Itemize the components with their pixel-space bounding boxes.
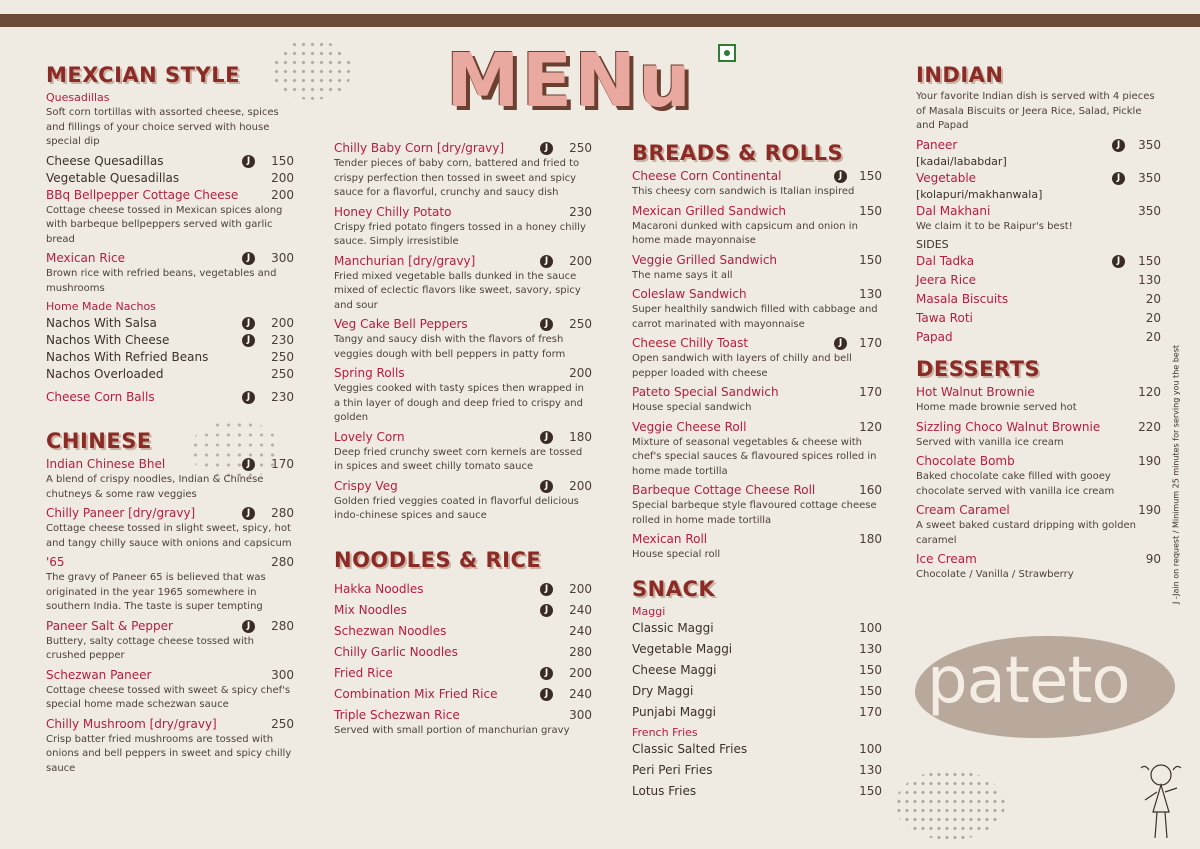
section-heading-mexican: MEXCIAN STYLE bbox=[46, 63, 240, 87]
menu-item: Vegetable J 350 bbox=[916, 170, 1161, 185]
menu-item: Dal Makhani 350 bbox=[916, 203, 1161, 218]
menu-item: Papad 20 bbox=[916, 330, 1161, 344]
menu-item: BBq Bellpepper Cottage Cheese 200 bbox=[46, 187, 294, 202]
brand-logo bbox=[915, 636, 1175, 738]
item-variant: [kolapuri/makhanwala] bbox=[916, 187, 1043, 201]
column-starters-noodles bbox=[334, 140, 592, 741]
item-desc: Special barbeque style flavoured cottage cheese rolled in home made tortilla bbox=[632, 500, 877, 526]
jain-icon: J bbox=[540, 667, 553, 680]
item-desc: Buttery, salty cottage cheese tossed with crushed pepper bbox=[46, 635, 255, 661]
menu-item: Indian Chinese Bhel J 170 bbox=[46, 457, 294, 471]
menu-item: Nachos With Refried Beans 250 bbox=[46, 350, 294, 364]
item-desc: This cheesy corn sandwich is Italian inspired bbox=[632, 186, 855, 197]
menu-item: Triple Schezwan Rice 300 bbox=[334, 707, 592, 722]
item-desc: Baked chocolate cake filled with gooey chocolate served with vanilla ice cream bbox=[916, 471, 1115, 497]
section-heading-noodles: NOODLES & RICE bbox=[334, 547, 542, 572]
column-indian-desserts bbox=[916, 62, 1161, 586]
item-desc: Tangy and saucy dish with the flavors of fresh veggies dough with bell peppers in patty form bbox=[334, 334, 566, 360]
top-bar bbox=[0, 14, 1200, 27]
jain-icon: J bbox=[834, 337, 847, 350]
menu-item: Masala Biscuits 20 bbox=[916, 292, 1161, 306]
menu-item: Spring Rolls 200 bbox=[334, 366, 592, 380]
menu-item: Cheese Maggi 150 bbox=[632, 662, 882, 677]
menu-item: Vegetable Maggi 130 bbox=[632, 641, 882, 656]
menu-item: Fried Rice J 200 bbox=[334, 665, 592, 680]
menu-item: Schezwan Paneer 300 bbox=[46, 667, 294, 682]
menu-item: Combination Mix Fried Rice J 240 bbox=[334, 686, 592, 701]
menu-item: Classic Maggi 100 bbox=[632, 620, 882, 635]
item-desc: Soft corn tortillas with assorted cheese, spices and fillings of your choice served with house special dip bbox=[46, 107, 279, 147]
jain-icon: J bbox=[242, 458, 255, 471]
item-desc: Home made brownie served hot bbox=[916, 402, 1077, 413]
item-desc: Super healthily sandwich filled with cabbage and carrot marinated with mayonnaise bbox=[632, 304, 878, 330]
jain-icon: J bbox=[1112, 172, 1125, 185]
jain-icon: J bbox=[242, 155, 255, 168]
jain-icon: J bbox=[242, 317, 255, 330]
jain-icon: J bbox=[540, 688, 553, 701]
ink-splatter bbox=[895, 770, 1005, 840]
item-desc: Crispy fried potato fingers tossed in a honey chilly sauce. Simply irresistible bbox=[334, 221, 586, 247]
item-desc: House special roll bbox=[632, 549, 721, 560]
menu-item: Chilly Paneer [dry/gravy] J 280 bbox=[46, 506, 294, 520]
item-desc: Brown rice with refried beans, vegetables and mushrooms bbox=[46, 268, 277, 294]
menu-item: Crispy Veg J 200 bbox=[334, 478, 592, 493]
subheading-fries: French Fries bbox=[632, 725, 698, 739]
jain-icon: J bbox=[540, 480, 553, 493]
item-desc: We claim it to be Raipur's best! bbox=[916, 220, 1073, 232]
item-desc: Crisp batter fried mushrooms are tossed with onions and bell peppers in sweet and spicy chilly sauce bbox=[46, 733, 292, 774]
column-breads-snack bbox=[632, 140, 882, 804]
subheading-sides: SIDES bbox=[916, 238, 949, 251]
item-desc: Macaroni dunked with capsicum and onion in home made mayonnaise bbox=[632, 220, 858, 246]
menu-item: Cheese Quesadillas J 150 bbox=[46, 153, 294, 168]
menu-item: Lovely Corn J 180 bbox=[334, 429, 592, 444]
menu-item: Chilly Baby Corn [dry/gravy] J 250 bbox=[334, 141, 592, 155]
jain-icon: J bbox=[1112, 139, 1125, 152]
menu-item: Pateto Special Sandwich 170 bbox=[632, 385, 882, 399]
jain-icon: J bbox=[540, 142, 553, 155]
item-desc: Deep fried crunchy sweet corn kernels are tossed in spices and sweet chilly tomato sauce bbox=[334, 446, 583, 472]
subheading-maggi: Maggi bbox=[632, 604, 666, 618]
menu-item: Paneer J 350 bbox=[916, 137, 1161, 152]
menu-item: Honey Chilly Potato 230 bbox=[334, 204, 592, 219]
column-mexican-chinese bbox=[46, 62, 294, 779]
menu-item: Paneer Salt & Pepper J 280 bbox=[46, 618, 294, 633]
menu-item: Cheese Corn Balls J 230 bbox=[46, 390, 294, 404]
menu-item: Mexican Roll 180 bbox=[632, 532, 882, 546]
menu-item: Chilly Mushroom [dry/gravy] 250 bbox=[46, 716, 294, 731]
menu-item: Hakka Noodles J 200 bbox=[334, 581, 592, 596]
item-desc: The name says it all bbox=[632, 269, 733, 281]
section-heading-desserts: DESSERTS bbox=[916, 357, 1041, 381]
menu-item: Chocolate Bomb 190 bbox=[916, 454, 1161, 468]
menu-item: Ice Cream 90 bbox=[916, 552, 1161, 566]
jain-icon: J bbox=[242, 620, 255, 633]
menu-item: Mexican Rice J 300 bbox=[46, 251, 294, 265]
menu-item: Cream Caramel 190 bbox=[916, 503, 1161, 517]
menu-item: Schezwan Noodles 240 bbox=[334, 623, 592, 638]
jain-icon: J bbox=[540, 255, 553, 268]
item-desc: The gravy of Paneer 65 is believed that was originated in the year 1965 somewhere in southern India. The taste is super tempting bbox=[46, 572, 266, 612]
item-desc: Fried mixed vegetable balls dunked in the sauce mixed of eclectic flavors like sweet, savory, spicy and sour bbox=[334, 270, 581, 311]
jain-icon: J bbox=[540, 604, 553, 617]
section-heading-snack: SNACK bbox=[632, 576, 716, 601]
subheading-nachos: Home Made Nachos bbox=[46, 300, 156, 313]
menu-item: Veggie Grilled Sandwich 150 bbox=[632, 252, 882, 267]
menu-item: Veg Cake Bell Peppers J 250 bbox=[334, 317, 592, 331]
item-desc: Served with small portion of manchurian gravy bbox=[334, 724, 570, 736]
menu-item: Chilly Garlic Noodles 280 bbox=[334, 644, 592, 659]
section-intro: Your favorite Indian dish is served with 4 pieces of Masala Biscuits or Jeera Rice, Salad, Pickle and Papad bbox=[916, 91, 1155, 131]
menu-item: Hot Walnut Brownie 120 bbox=[916, 385, 1161, 399]
menu-item: Nachos Overloaded 250 bbox=[46, 367, 294, 381]
menu-item: Lotus Fries 150 bbox=[632, 783, 882, 798]
menu-item: Peri Peri Fries 130 bbox=[632, 762, 882, 777]
jain-icon: J bbox=[540, 431, 553, 444]
item-desc: House special sandwich bbox=[632, 402, 752, 413]
item-desc: Golden fried veggies coated in flavorful delicious indo-chinese spices and sauce bbox=[334, 495, 579, 521]
menu-item: '65 280 bbox=[46, 555, 294, 569]
jain-icon: J bbox=[242, 252, 255, 265]
brand-name: pateto bbox=[927, 644, 1130, 718]
menu-item: Cheese Corn Continental J 150 bbox=[632, 169, 882, 183]
veg-icon bbox=[718, 44, 736, 62]
menu-item: Dry Maggi 150 bbox=[632, 683, 882, 698]
menu-item: Mexican Grilled Sandwich 150 bbox=[632, 203, 882, 218]
section-heading-chinese: CHINESE bbox=[46, 429, 152, 453]
section-heading-indian: INDIAN bbox=[916, 63, 1004, 87]
menu-title: MENu bbox=[446, 38, 693, 124]
item-desc: Tender pieces of baby corn, battered and fried to crispy perfection then tossed in sweet and spicy sauce for a flavorful, crunchy and saucy dish bbox=[334, 158, 580, 198]
jain-icon: J bbox=[540, 583, 553, 596]
item-desc: Cottage cheese tossed with sweet & spicy chef's special home made schezwan sauce bbox=[46, 684, 291, 710]
menu-item: Veggie Cheese Roll 120 bbox=[632, 419, 882, 434]
item-desc: Served with vanilla ice cream bbox=[916, 436, 1064, 448]
item-desc: Cottage cheese tossed in Mexican spices along with barbeque bellpeppers served with garlic bread bbox=[46, 204, 283, 245]
section-heading-breads: BREADS & ROLLS bbox=[632, 141, 844, 165]
menu-item: Punjabi Maggi 170 bbox=[632, 704, 882, 719]
jain-icon: J bbox=[242, 507, 255, 520]
item-desc: Mixture of seasonal vegetables & cheese with chef's special sauces & flavoured spices rolled in home made tortilla bbox=[632, 436, 877, 477]
item-desc: A sweet baked custard dripping with golden caramel bbox=[916, 520, 1137, 546]
menu-item: Sizzling Choco Walnut Brownie 220 bbox=[916, 419, 1161, 434]
menu-item: Cheese Chilly Toast J 170 bbox=[632, 336, 882, 350]
girl-illustration bbox=[1135, 760, 1185, 842]
menu-item: Vegetable Quesadillas 200 bbox=[46, 170, 294, 185]
item-desc: Chocolate / Vanilla / Strawberry bbox=[916, 569, 1074, 580]
jain-icon: J bbox=[242, 391, 255, 404]
menu-item: Dal Tadka J 150 bbox=[916, 254, 1161, 268]
menu-item: Jeera Rice 130 bbox=[916, 273, 1161, 287]
menu-item: Mix Noodles J 240 bbox=[334, 602, 592, 617]
item-desc: Open sandwich with layers of chilly and bell pepper loaded with cheese bbox=[632, 353, 852, 379]
jain-icon: J bbox=[834, 170, 847, 183]
item-desc: A blend of crispy noodles, Indian & Chinese chutneys & some raw veggies bbox=[46, 474, 264, 500]
menu-item: Classic Salted Fries 100 bbox=[632, 741, 882, 756]
menu-item: Nachos With Cheese J 230 bbox=[46, 333, 294, 347]
menu-item: Barbeque Cottage Cheese Roll 160 bbox=[632, 483, 882, 497]
menu-item: Coleslaw Sandwich 130 bbox=[632, 287, 882, 301]
menu-item: Manchurian [dry/gravy] J 200 bbox=[334, 253, 592, 268]
jain-icon: J bbox=[242, 334, 255, 347]
menu-item: Tawa Roti 20 bbox=[916, 311, 1161, 325]
item-desc: Cottage cheese tossed in slight sweet, spicy, hot and tangy chilly sauce with onions and capsicum bbox=[46, 523, 292, 549]
item-variant: [kadai/lababdar] bbox=[916, 154, 1007, 168]
jain-icon: J bbox=[540, 318, 553, 331]
side-note: J -Jain on request / Minimum 25 minutes for serving you the best bbox=[1171, 344, 1181, 605]
item-desc: Veggies cooked with tasty spices then wrapped in a thin layer of dough and deep fried to crispy and golden bbox=[334, 383, 584, 423]
subheading-quesadillas: Quesadillas bbox=[46, 91, 110, 104]
menu-item: Nachos With Salsa J 200 bbox=[46, 316, 294, 330]
jain-icon: J bbox=[1112, 255, 1125, 268]
